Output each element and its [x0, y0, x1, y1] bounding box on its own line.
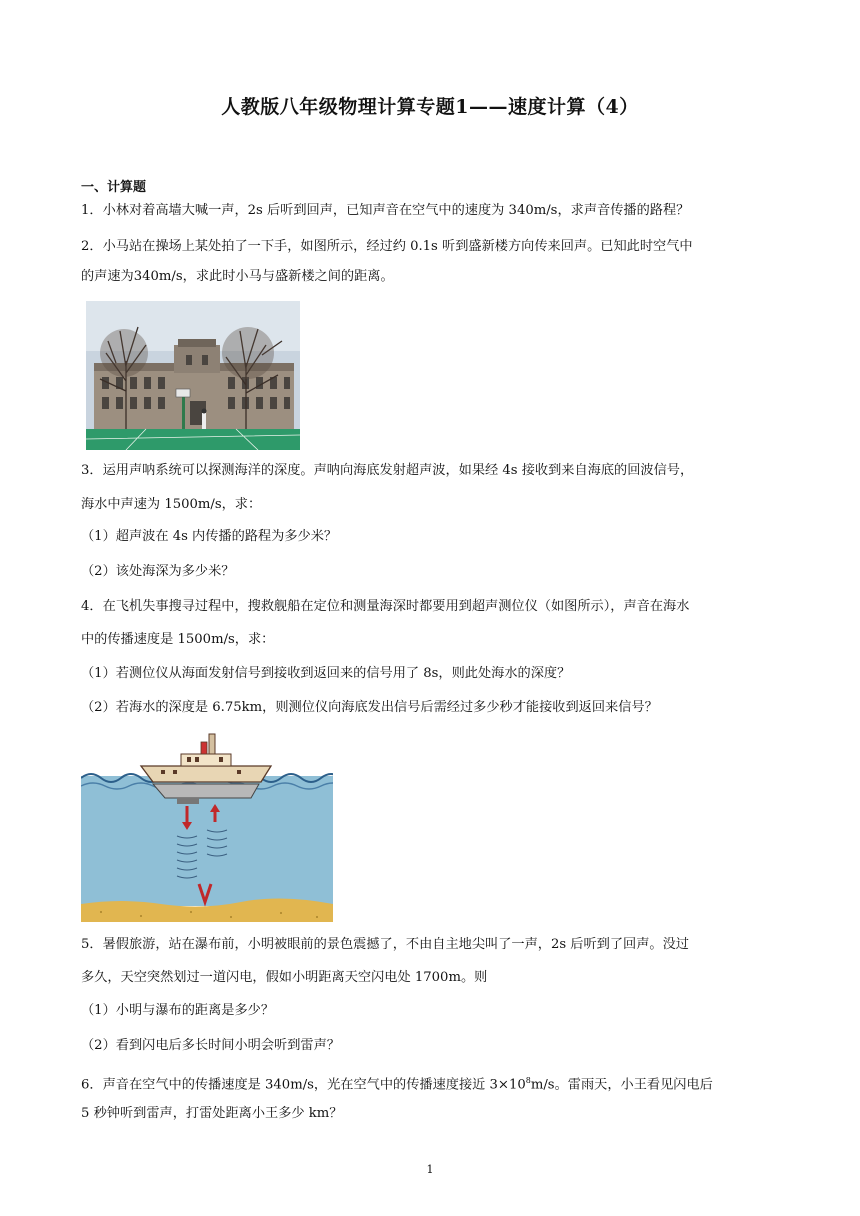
question-5-part-2: （2）看到闪电后多长时间小明会听到雷声？ — [81, 1038, 340, 1053]
question-3-part-1: （1）超声波在 4s 内传播的路程为多少米？ — [81, 529, 338, 544]
question-6-line-1 — [81, 1072, 781, 1094]
section-heading: 一、计算题 — [81, 180, 147, 195]
exponent: 8 — [525, 1076, 531, 1085]
question-4-line-2: 中的传播速度是 1500m/s，求： — [81, 632, 275, 647]
sonar-ship-illustration — [81, 726, 333, 922]
question-3-line-2: 海水中声速为 1500m/s，求： — [81, 497, 262, 512]
question-6-text-a: 6．声音在空气中的传播速度是 340m/s，光在空气中的传播速度接近 3×10 — [81, 1077, 526, 1093]
question-4-part-1: （1）若测位仪从海面发射信号到接收到返回来的信号用了 8s，则此处海水的深度？ — [81, 666, 571, 681]
question-2-line-1: 2．小马站在操场上某处拍了一下手，如图所示，经过约 0.1s 听到盛新楼方向传来回声。已知此时空气中 — [81, 239, 693, 254]
question-6-text-b: m/s。雷雨天，小王看见闪电后 — [530, 1077, 713, 1093]
question-5-line-2: 多久，天空突然划过一道闪电，假如小明距离天空闪电处 1700m。则 — [81, 970, 488, 985]
question-2-line-2: 的声速为340m/s，求此时小马与盛新楼之间的距离。 — [81, 269, 394, 284]
building-photo — [86, 301, 300, 450]
page-title: 人教版八年级物理计算专题1——速度计算（4） — [221, 96, 639, 118]
question-5-part-1: （1）小明与瀑布的距离是多少？ — [81, 1003, 275, 1018]
question-4-line-1: 4．在飞机失事搜寻过程中，搜救舰船在定位和测量海深时都要用到超声测位仪（如图所示），声音在海水 — [81, 599, 690, 614]
question-1: 1．小林对着高墙大喊一声，2s 后听到回声，已知声音在空气中的速度为 340m/s，求声音传播的路程？ — [81, 203, 690, 218]
question-3-part-2: （2）该处海深为多少米？ — [81, 564, 235, 579]
question-3-line-1: 3．运用声呐系统可以探测海洋的深度。声呐向海底发射超声波，如果经 4s 接收到来自海底的回波信号， — [81, 463, 694, 478]
question-4-part-2: （2）若海水的深度是 6.75km，则测位仪向海底发出信号后需经过多少秒才能接收到返回来信号？ — [81, 700, 658, 715]
question-5-line-1: 5．暑假旅游，站在瀑布前，小明被眼前的景色震撼了，不由自主地尖叫了一声，2s 后听到了回声。没过 — [81, 937, 689, 952]
question-6-line-2: 5 秒钟听到雷声，打雷处距离小王多少 km？ — [81, 1106, 343, 1121]
page-number: 1 — [426, 1163, 434, 1176]
